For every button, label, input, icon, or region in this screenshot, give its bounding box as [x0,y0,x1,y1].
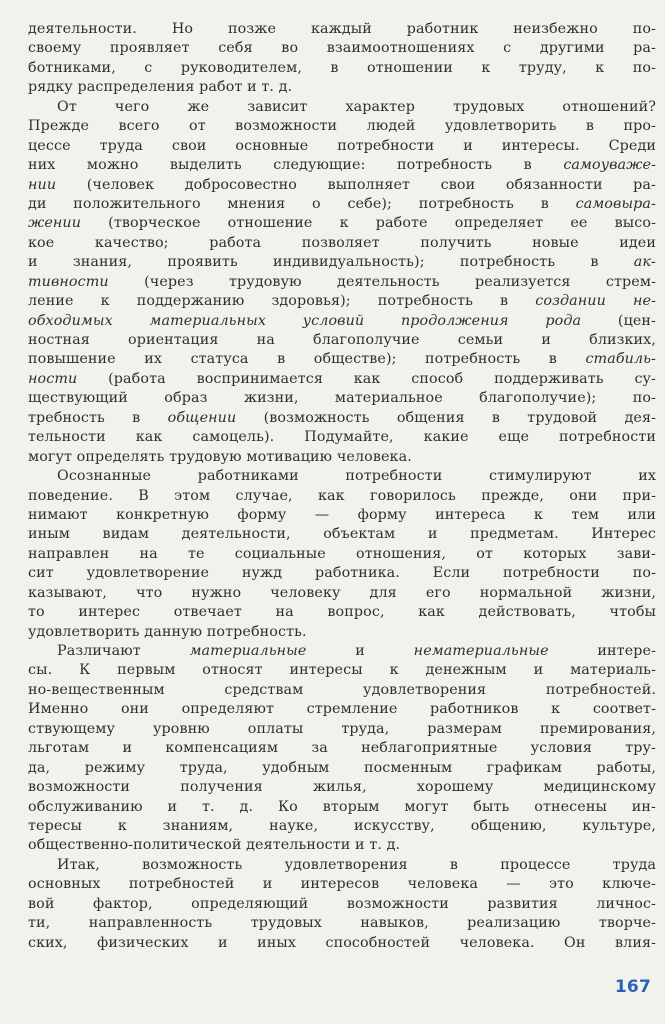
text-line: повышение их статуса в обществе); потребность в стабиль- [28,351,656,368]
text-line: рядку распределения работ и т. д. [28,79,293,96]
text-line: От чего же зависит характер трудовых отношений? [57,98,656,115]
page-number: 167 [614,977,651,997]
text-line: ских, физических и иных способностей человека. Он влия- [28,934,656,951]
text-line: то интерес отвечает на вопрос, как действовать, чтобы [28,604,656,621]
text-line: обслуживанию и т. д. Ко вторым могут быть отнесены ин- [28,798,656,815]
text-line: ствующему уровню оплаты труда, размерам премирования, [28,720,656,737]
text-line: ление к поддержанию здоровья); потребность в создании не- [28,293,656,310]
text-line: и знания, проявить индивидуальность); потребность в ак- [28,254,656,271]
text-line: поведение. В этом случае, как говорилось прежде, они при- [28,487,656,504]
text-line: цессе труда свои основные потребности и интересы. Среди [28,137,656,154]
text-line: тересы к знаниям, науке, искусству, общению, культуре, [28,817,656,834]
text-line: требность в общении (возможность общения в трудовой дея- [28,409,656,426]
text-line: Итак, возможность удовлетворения в процессе труда [57,856,656,873]
text-line: своему проявляет себя во взаимоотношениях с другими ра- [28,40,656,57]
text-line: ностная ориентация на благополучие семьи и близких, [28,332,656,348]
text-line: кое качество; работа позволяет получить новые идеи [28,234,656,251]
text-line: Различают материальные и нематериальные интере- [57,643,656,659]
text-line: направлен на те социальные отношения, от которых зави- [28,545,656,562]
text-line: них можно выделить следующие: потребность в самоуваже- [28,157,656,174]
text-line: общественно-политической деятельности и т. д. [28,837,401,854]
text-line: вой фактор, определяющий возможности развития личнос- [28,895,656,912]
text-line: ботниками, с руководителем, в отношении к труду, к по- [28,59,656,76]
text-line: да, режиму труда, удобным посменным графикам работы, [28,759,656,776]
text-line: сит удовлетворение нужд работника. Если потребности по- [28,565,656,582]
text-line: ности (работа воспринимается как способ поддерживать су- [28,370,656,387]
text-line: Осознанные работниками потребности стимулируют их [57,468,656,485]
text-line: жении (творческое отношение к работе определяет ее высо- [28,215,656,232]
text-line: ществующий образ жизни, материальное благополучие); по- [28,390,656,407]
text-line: но-вещественным средствам удовлетворения потребностей. [28,681,656,698]
text-line: Прежде всего от возможности людей удовлетворить в про- [28,118,656,135]
text-line: возможности получения жилья, хорошему медицинскому [28,779,656,796]
text-line: сы. К первым относят интересы к денежным и материаль- [28,662,656,679]
text-line: казывают, что нужно человеку для его нормальной жизни, [28,584,656,601]
text-line: нимают конкретную форму — форму интереса к тем или [28,506,656,523]
text-line: тивности (через трудовую деятельность реализуется стрем- [28,273,656,290]
text-line: деятельности. Но позже каждый работник неизбежно по- [28,21,656,37]
text-line: Именно они определяют стремление работников к соответ- [28,701,656,718]
page-body-text [28,20,656,960]
text-line: нии (человек добросовестно выполняет свои обязанности ра- [28,176,656,193]
text-line: ти, направленность трудовых навыков, реализацию творче- [28,915,656,932]
text-line: льготам и компенсациям за неблагоприятные условия тру- [28,740,656,757]
text-line: удовлетворить данную потребность. [28,623,307,640]
text-line: тельности как самоцель). Подумайте, какие еще потребности [28,429,656,446]
text-line: ди положительного мнения о себе); потребность в самовыра- [28,195,656,212]
text-line: могут определять трудовую мотивацию человека. [28,448,412,465]
text-line: основных потребностей и интересов человека — это ключе- [28,876,656,893]
text-line: иным видам деятельности, объектам и предметам. Интерес [28,526,656,543]
text-line: обходимых материальных условий продолжения рода (цен- [28,312,656,329]
